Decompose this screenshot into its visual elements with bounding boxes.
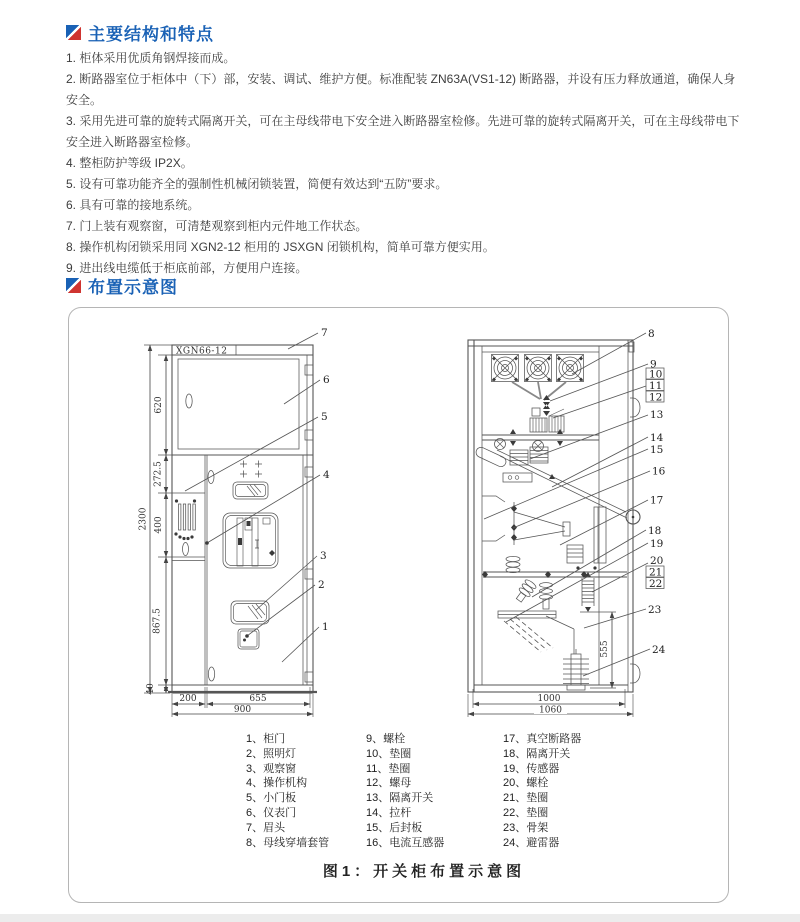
- svg-text:13: 13: [650, 409, 664, 421]
- svg-text:14: 14: [650, 432, 664, 444]
- svg-text:9: 9: [650, 358, 657, 371]
- legend-item: 7、眉头: [246, 821, 286, 834]
- svg-text:2: 2: [318, 579, 325, 591]
- figure-panel: [68, 307, 729, 903]
- instrument-window: [233, 482, 268, 499]
- svg-text:655: 655: [249, 694, 267, 704]
- svg-text:16: 16: [652, 465, 666, 478]
- legend-item: 1、柜门: [246, 733, 286, 745]
- legend-item: 14、拉杆: [366, 806, 412, 819]
- layout-section-header: [66, 273, 178, 298]
- lightning-arrester: [563, 649, 589, 690]
- legend-item: 6、仪表门: [246, 806, 297, 819]
- page-footer-strip: [0, 914, 800, 922]
- svg-text:19: 19: [650, 538, 664, 550]
- legend-column-1: [246, 732, 329, 850]
- svg-text:22: 22: [649, 578, 663, 590]
- side-dimensions: [468, 612, 633, 717]
- svg-text:272.5: 272.5: [153, 461, 164, 487]
- small-door-window: [238, 629, 259, 649]
- legend-item: 15、后封板: [366, 821, 423, 834]
- section-marker-icon: [66, 25, 81, 40]
- legend-item: 2、照明灯: [246, 747, 297, 760]
- mechanism-panel: [223, 513, 278, 568]
- legend-item: 22、垫圈: [503, 806, 549, 819]
- svg-text:18: 18: [648, 525, 662, 537]
- svg-text:7: 7: [321, 327, 328, 339]
- feature-item: 1. 柜体采用优质角钢焊接而成。: [66, 51, 236, 65]
- svg-text:2300: 2300: [138, 507, 149, 531]
- svg-text:3: 3: [320, 550, 327, 562]
- svg-text:8: 8: [648, 328, 655, 340]
- svg-text:20: 20: [650, 555, 664, 567]
- feature-item: 5. 设有可靠功能齐全的强制性机械闭锁装置，简便有效达到“五防”要求。: [66, 177, 448, 191]
- svg-text:1060: 1060: [539, 705, 562, 716]
- svg-text:867.5: 867.5: [152, 608, 163, 634]
- post-insulators: [498, 556, 556, 618]
- legend-item: 11、垫圈: [366, 762, 411, 775]
- legend-item: 5、小门板: [246, 792, 297, 805]
- features-list: [66, 48, 742, 279]
- current-transformer: [567, 545, 583, 563]
- svg-text:24: 24: [652, 644, 666, 656]
- svg-text:1: 1: [322, 621, 329, 633]
- side-callouts: [484, 328, 666, 676]
- busbar-bushings: [492, 355, 584, 382]
- legend-item: 17、真空断路器: [503, 733, 582, 745]
- svg-text:10: 10: [649, 368, 663, 381]
- svg-text:900: 900: [233, 705, 252, 715]
- svg-text:555: 555: [600, 640, 610, 658]
- features-section-header: [66, 20, 214, 45]
- feature-item: 6. 具有可靠的接地系统。: [66, 198, 200, 212]
- svg-text:15: 15: [650, 444, 664, 456]
- svg-text:5: 5: [321, 411, 328, 423]
- feature-item: 7. 门上装有观察窗，可清楚观察到柜内元件地工作状态。: [66, 219, 368, 233]
- section-marker-icon: [66, 278, 81, 293]
- figure-caption: 图1：开关柜布置示意图: [322, 863, 526, 880]
- svg-text:17: 17: [650, 494, 664, 507]
- legend-item: 18、隔离开关: [503, 747, 571, 760]
- legend-item: 10、垫圈: [366, 747, 412, 760]
- legend-item: 21、垫圈: [503, 792, 549, 805]
- legend-item: 12、螺母: [366, 777, 412, 790]
- legend-column-2: [366, 732, 444, 850]
- svg-text:620: 620: [154, 396, 164, 414]
- vent-grille: [174, 499, 196, 555]
- front-view: [139, 327, 331, 717]
- svg-text:6: 6: [323, 374, 330, 386]
- feature-item: 2. 断路器室位于柜体中（下）部，安装、调试、维护方便。标准配装 ZN63A(VS1-12) 断路器，并设有压力释放通道，确保人身安全。: [66, 72, 736, 107]
- layout-section-title: 布置示意图: [88, 278, 178, 297]
- feature-item: 3. 采用先进可靠的旋转式隔离开关，可在主母线带电下安全进入断路器室检修。先进可靠的旋转式隔离开关，可在主母线带电下安全进入断路器室检修。: [66, 114, 740, 149]
- svg-text:4: 4: [323, 469, 330, 481]
- svg-text:11: 11: [649, 380, 663, 392]
- features-section-title: 主要结构和特点: [88, 25, 214, 44]
- legend-item: 9、螺栓: [366, 733, 406, 745]
- feature-item: 9. 进出线电缆低于柜底前部，方便用户连接。: [66, 261, 308, 275]
- switchgear-layout-drawing: [69, 308, 728, 728]
- legend-item: 13、隔离开关: [366, 792, 434, 805]
- svg-text:40: 40: [146, 683, 156, 695]
- feature-item: 4. 整柜防护等级 IP2X。: [66, 156, 193, 170]
- legend-item: 19、传感器: [503, 762, 560, 775]
- legend-item: 24、避雷器: [503, 836, 560, 849]
- hinge-blocks: [305, 365, 313, 682]
- legend-item: 3、观察窗: [246, 762, 297, 775]
- side-view: [468, 328, 666, 717]
- svg-text:21: 21: [649, 566, 663, 579]
- observation-window: [231, 601, 269, 624]
- svg-text:400: 400: [154, 516, 164, 534]
- model-label: XGN66-12: [176, 346, 228, 357]
- svg-text:200: 200: [179, 694, 197, 704]
- legend-item: 8、母线穿墙套管: [246, 836, 330, 849]
- legend-item: 20、螺栓: [503, 777, 549, 790]
- legend-item: 4、操作机构: [246, 777, 308, 790]
- svg-text:12: 12: [649, 391, 663, 404]
- legend-item: 23、骨架: [503, 821, 549, 834]
- legend-column-3: [503, 732, 581, 850]
- feature-item: 8. 操作机构闭锁采用同 XGN2-12 柜用的 JSXGN 闭锁机构，简单可靠方便实用。: [66, 240, 495, 254]
- svg-text:23: 23: [648, 604, 662, 616]
- legend-item: 16、电流互感器: [366, 836, 445, 849]
- svg-text:1000: 1000: [537, 694, 561, 704]
